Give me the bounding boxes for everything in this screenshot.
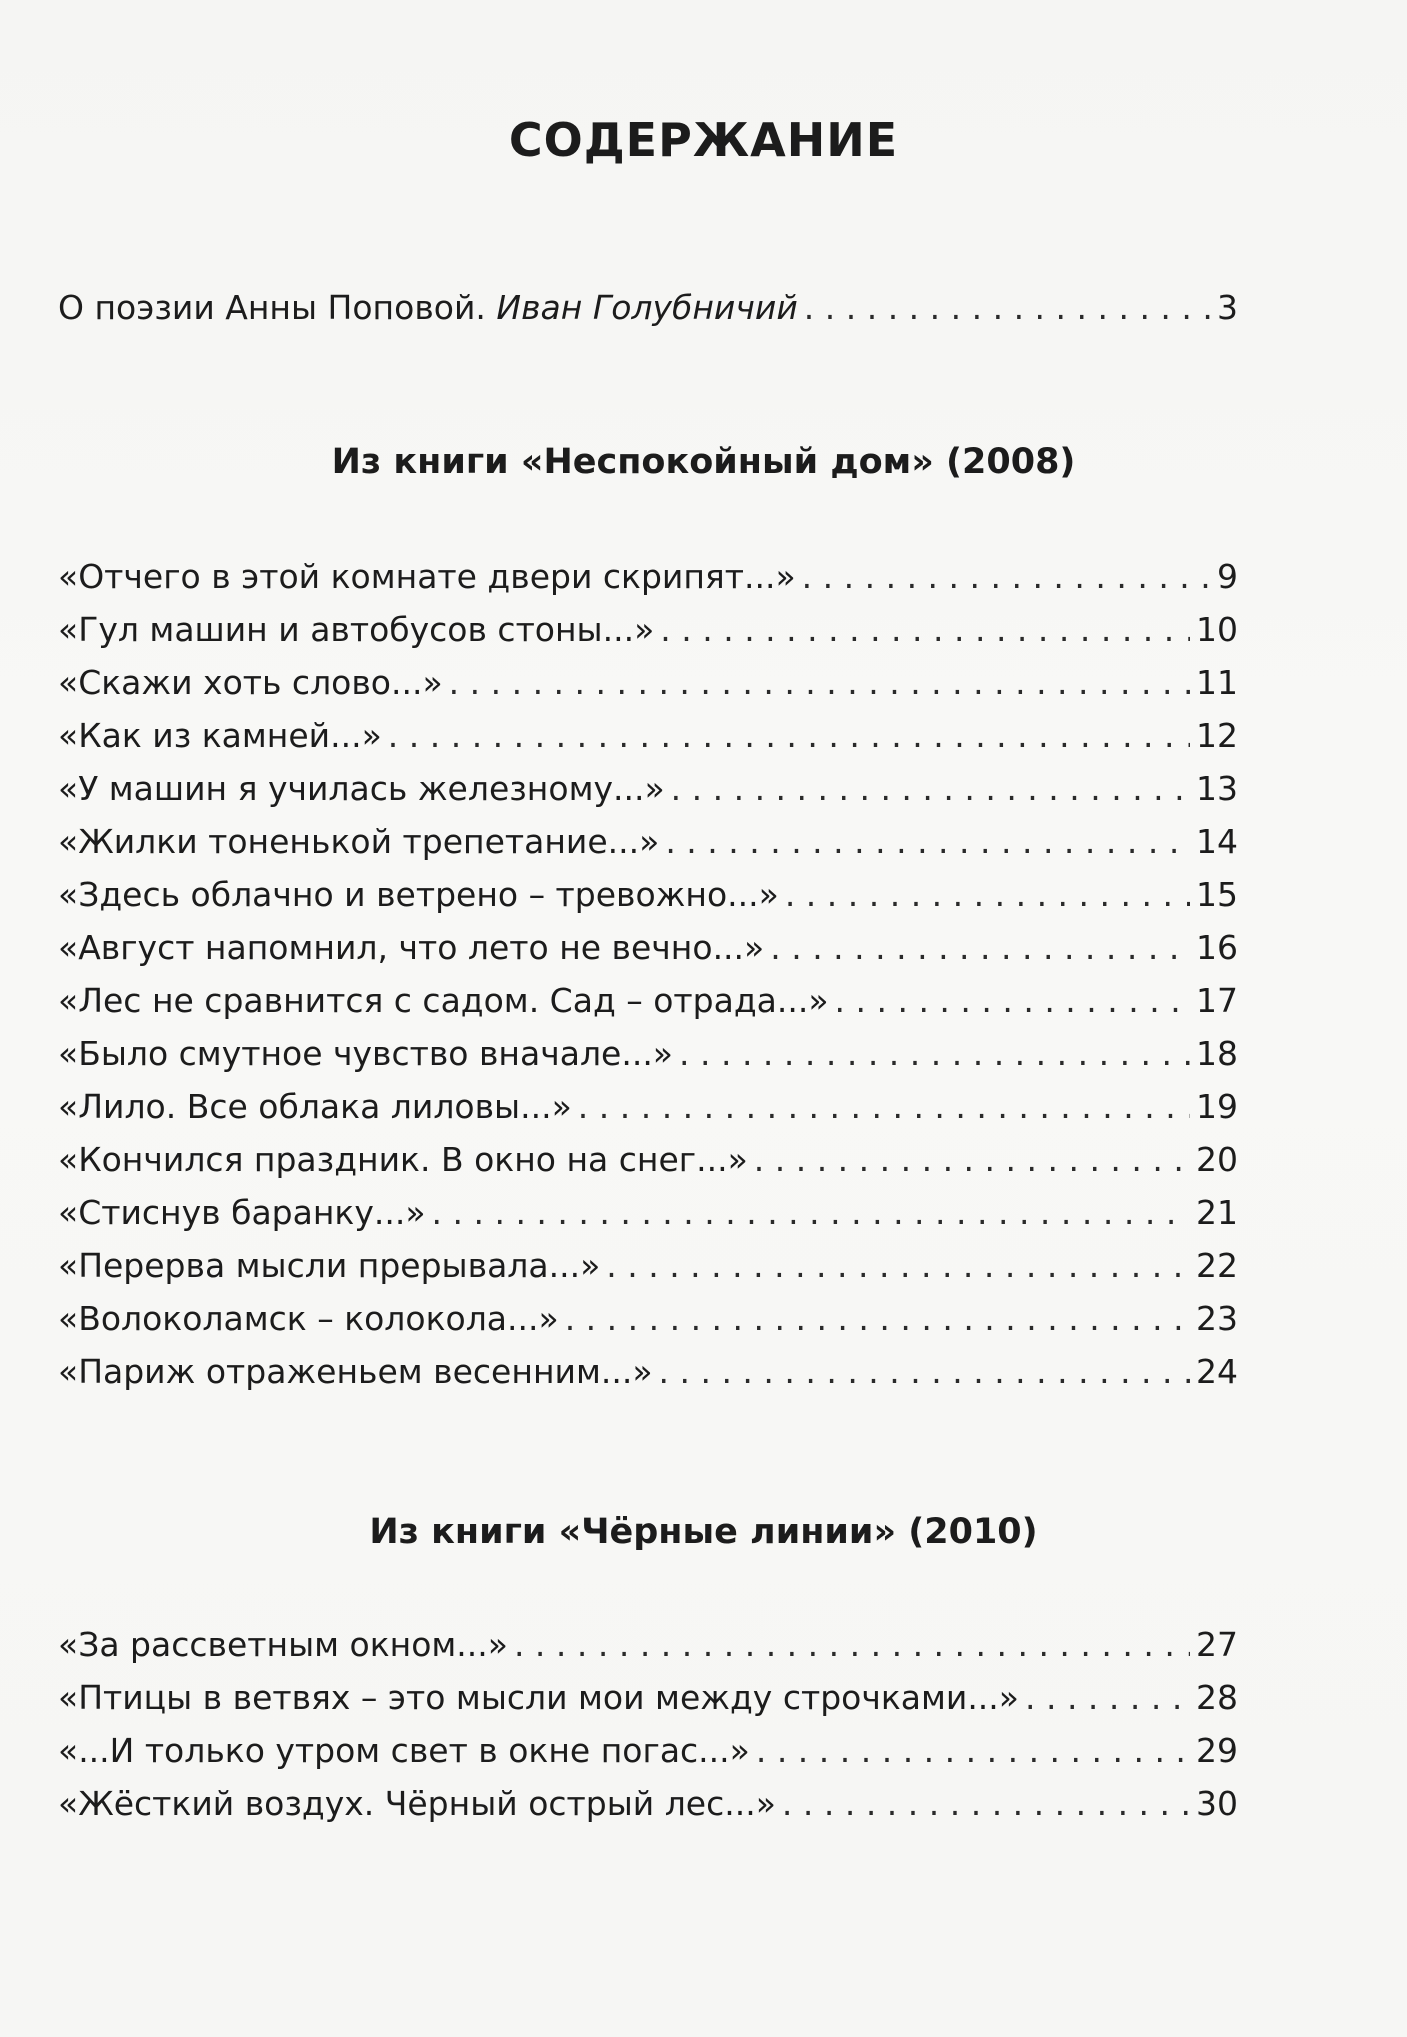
page-number: 11 [1196,663,1238,702]
toc-entry-text: «Гул машин и автобусов стоны...» [58,610,655,649]
toc-entry-text: «За рассветным окном...» [58,1625,508,1664]
toc-entry [58,1623,1238,1667]
toc-entry [58,1782,1238,1826]
toc-entry [58,820,1238,864]
toc-entry [58,1085,1238,1129]
toc-entry-text: «Париж отраженьем весенним...» [58,1352,653,1391]
dot-leader [785,873,1190,917]
toc-entry [58,979,1238,1023]
toc-entry-text: «Отчего в этой комнате двери скрипят...» [58,557,796,596]
page-number: 15 [1196,875,1238,914]
toc-entry-text: «У машин я училась железному...» [58,769,665,808]
page-number: 18 [1196,1034,1238,1073]
toc-entry-text: «Стиснув баранку...» [58,1193,426,1232]
toc-intro [58,286,1238,330]
toc-entry [58,1350,1238,1394]
toc-entry-text: «Перерва мысли прерывала...» [58,1246,601,1285]
dot-leader [514,1623,1190,1667]
toc-entry [58,714,1238,758]
toc-entry [58,767,1238,811]
dot-leader [665,820,1190,864]
dot-leader [802,555,1211,599]
page-number: 29 [1196,1731,1238,1770]
toc-entry [58,1191,1238,1235]
dot-leader [1025,1676,1190,1720]
page-number: 19 [1196,1087,1238,1126]
dot-leader [432,1191,1190,1235]
dot-leader [835,979,1190,1023]
toc-entry-text: «Август напомнил, что лето не вечно...» [58,928,765,967]
page-number: 27 [1196,1625,1238,1664]
page-title: СОДЕРЖАНИЕ [508,113,899,167]
page-number: 16 [1196,928,1238,967]
toc-entry [58,1138,1238,1182]
toc-entry [58,555,1238,599]
page-number: 28 [1196,1678,1238,1717]
page-number: 14 [1196,822,1238,861]
dot-leader [756,1729,1190,1773]
dot-leader [565,1297,1190,1341]
toc-entry-text: «Было смутное чувство вначале...» [58,1034,673,1073]
dot-leader [660,608,1190,652]
toc-entry-text: «Кончился праздник. В окно на снег...» [58,1140,748,1179]
toc-entry-text: «Как из камней...» [58,716,382,755]
toc-entry-text: «...И только утром свет в окне погас...» [58,1731,750,1770]
toc-entry [58,1297,1238,1341]
toc-entry [58,926,1238,970]
page-number: 20 [1196,1140,1238,1179]
dot-leader [659,1350,1190,1394]
dot-leader [671,767,1190,811]
toc-entry-text: «Жилки тоненькой трепетание...» [58,822,660,861]
page-number: 24 [1196,1352,1238,1391]
toc-entry-text: «Лило. Все облака лиловы...» [58,1087,572,1126]
page-number: 13 [1196,769,1238,808]
dot-leader [388,714,1190,758]
page-number: 22 [1196,1246,1238,1285]
toc-entry-text: «Здесь облачно и ветрено – тревожно...» [58,875,779,914]
toc-entry [58,608,1238,652]
toc-entry-text: «Скажи хоть слово...» [58,663,443,702]
toc-entry [58,661,1238,705]
toc-entry-text: «Жёсткий воздух. Чёрный острый лес...» [58,1784,776,1823]
toc-entry [58,1729,1238,1773]
dot-leader [770,926,1190,970]
toc-entry [58,873,1238,917]
toc-entry [58,1244,1238,1288]
dot-leader [804,286,1211,330]
dot-leader [754,1138,1190,1182]
page-number: 3 [1217,288,1238,327]
author-name: Иван Голубничий [496,288,798,327]
page-number: 23 [1196,1299,1238,1338]
toc-entry-text: «Лес не сравнится с садом. Сад – отрада...» [58,981,829,1020]
dot-leader [679,1032,1190,1076]
dot-leader [606,1244,1190,1288]
page-number: 12 [1196,716,1238,755]
page-number: 30 [1196,1784,1238,1823]
toc-entry [58,1676,1238,1720]
toc-entry-text: О поэзии Анны Поповой. Иван Голубничий [58,288,798,327]
page-number: 10 [1196,610,1238,649]
section-heading: Из книги «Чёрные линии» (2010) [369,1512,1038,1552]
toc-entry [58,1032,1238,1076]
page-number: 17 [1196,981,1238,1020]
dot-leader [782,1782,1190,1826]
toc-entry-text: «Волоколамск – колокола...» [58,1299,559,1338]
dot-leader [578,1085,1190,1129]
toc-entry-text: «Птицы в ветвях – это мысли мои между строчками...» [58,1678,1019,1717]
section-heading: Из книги «Неспокойный дом» (2008) [331,442,1076,482]
page-number: 21 [1196,1193,1238,1232]
page-number: 9 [1217,557,1238,596]
dot-leader [449,661,1190,705]
